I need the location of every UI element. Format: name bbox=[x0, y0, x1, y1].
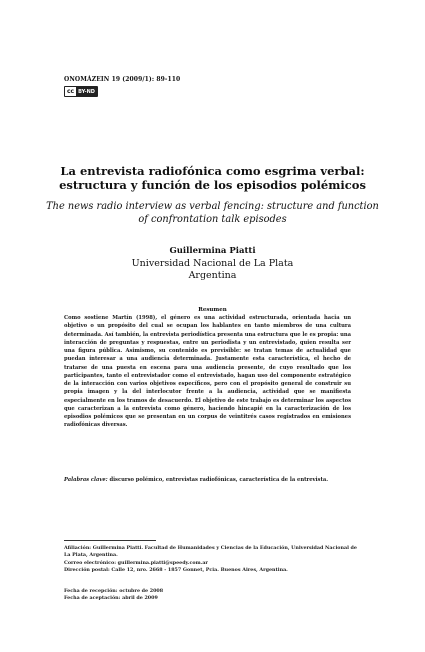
author-affiliation bbox=[40, 258, 385, 282]
footnote-divider bbox=[64, 540, 156, 541]
license-label: BY-ND bbox=[76, 87, 97, 96]
footnote-address: Dirección postal: Calle 12, nro. 2668 - 1857 Gonnet, Pcia. Buenos Aires, Argentina. bbox=[64, 567, 288, 573]
article-title: La entrevista radiofónica como esgrima verbal: estructura y función de los episodios polémicos bbox=[59, 164, 366, 192]
license-badge[interactable] bbox=[64, 86, 98, 97]
affiliation-university: Universidad Nacional de La Plata bbox=[131, 258, 294, 269]
footnote-affiliation: Afiliación: Guillermina Piatti. Facultad de Humanidades y Ciencias de la Educación, Universidad Nacional de La Plata, Argentina. bbox=[64, 545, 357, 558]
author-name: Guillermina Piatti bbox=[169, 246, 256, 256]
abstract-heading: Resumen bbox=[198, 307, 227, 313]
keywords-text: discurso polémico, entrevistas radiofónicas, característica de la entrevista. bbox=[109, 477, 329, 483]
footnote-email[interactable]: Correo electrónico: guillermina.piatti@speedy.com.ar bbox=[64, 560, 208, 566]
article-title-english: The news radio interview as verbal fencing: structure and function of confrontation talk episodes bbox=[46, 201, 379, 225]
keywords bbox=[64, 476, 351, 484]
creative-commons-icon: cc bbox=[66, 88, 75, 95]
accepted-date: Fecha de aceptación: abril de 2009 bbox=[64, 595, 158, 601]
keywords-label: Palabras clave: bbox=[64, 477, 108, 483]
affiliation-country: Argentina bbox=[188, 270, 237, 281]
journal-reference: ONOMÁZEIN 19 (2009/1): 89-110 bbox=[64, 76, 181, 83]
abstract-text: Como sostiene Martín (1998), el género es una actividad estructurada, orientada hacia un objetivo o un propósito del cual se ocupan los hablantes en tanto miembros de una cultura determinada. Así también, la entrevista periodística presenta una estructura que le es propia: una interacción de preguntas y respuestas, entre un periodista y un entrevistado, quien resulta ser una figura pública. Asimismo, su contenido es previsible: se tratan temas de actualidad que puedan interesar a una audiencia determinada. Justamente esta característica, el hecho de tratarse de una puesta en escena para una audiencia presente, de cuyo resultado que los participantes, tanto el entrevistador como el entrevistado, hagan uso del componente estratégico de la interacción con varios objetivos específicos, pero con el propósito general de construir su propia imagen y la del interlocutor frente a la audiencia, actividad que se manifiesta especialmente en los tramos de desacuerdo. El objetivo de este trabajo es determinar los aspectos que caracterizan a la entrevista como género, haciendo hincapié en la caracterización de los episodios polémicos que se presentan en un corpus de veintitrés casos registrados en emisiones radiofónicas diversas. bbox=[64, 315, 351, 429]
received-date: Fecha de recepción: octubre de 2008 bbox=[64, 588, 164, 594]
